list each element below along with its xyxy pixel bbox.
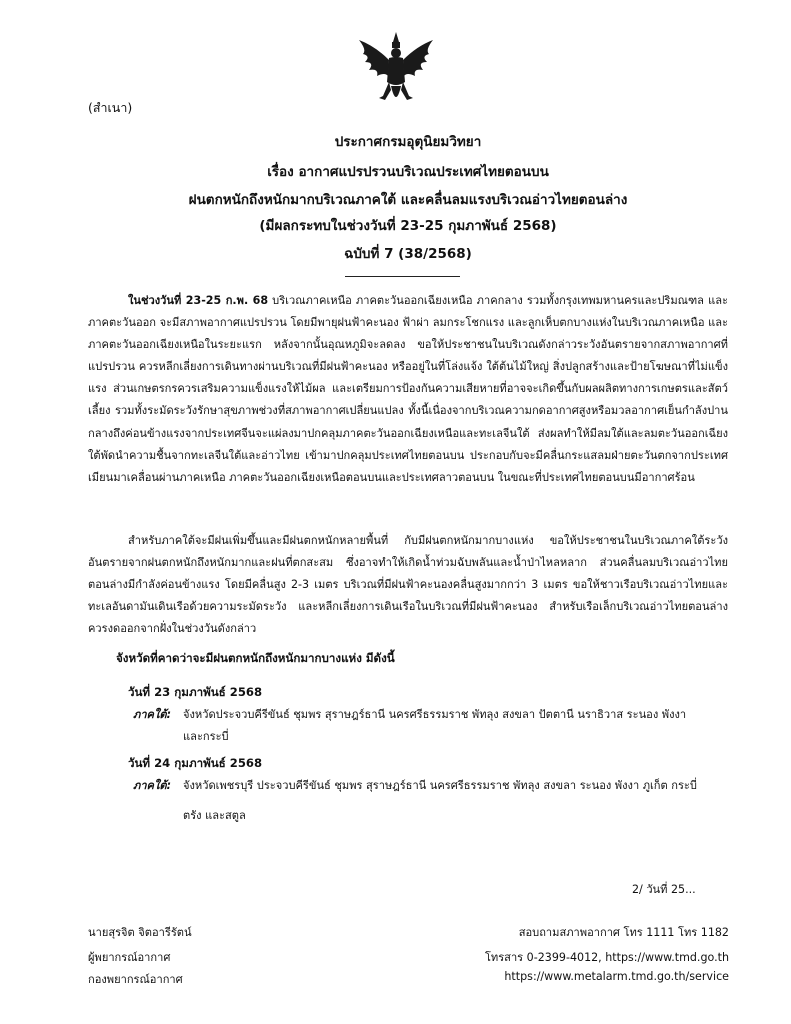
next-page-marker: 2/ วันที่ 25... bbox=[632, 883, 696, 896]
provinces-heading: จังหวัดที่คาดว่าจะมีฝนตกหนักถึงหนักมากบางแห่ง มีดังนี้ bbox=[116, 651, 395, 665]
contact-phone: สอบถามสภาพอากาศ โทร 1111 โทร 1182 bbox=[518, 926, 729, 939]
contact-url: https://www.metalarm.tmd.go.th/service bbox=[504, 970, 729, 983]
signer-role: ผู้พยากรณ์อากาศ bbox=[88, 951, 171, 964]
day-2-heading: วันที่ 24 กุมภาพันธ์ 2568 bbox=[128, 756, 263, 770]
day-2-provinces-cont bbox=[133, 805, 713, 827]
day-1-provinces bbox=[133, 704, 713, 747]
issue-number: ฉบับที่ 7 (38/2568) bbox=[344, 246, 472, 262]
effective-period: (มีผลกระทบในช่วงวันที่ 23-25 กุมภาพันธ์ 2568) bbox=[259, 218, 557, 234]
day-2-line-2: ตรัง และสตูล bbox=[183, 809, 246, 822]
copy-mark: (สำเนา) bbox=[88, 100, 133, 115]
signer-division: กองพยากรณ์อากาศ bbox=[88, 973, 183, 986]
paragraph-1-text: บริเวณภาคเหนือ ภาคตะวันออกเฉียงเหนือ ภาคกลาง รวมทั้งกรุงเทพมหานครและปริมณฑล และภาคตะวันออก จะมีสภาพอากาศแปรปรวน โดยมีพายุฝนฟ้าคะนอง ฟ้าผ่า ลมกระโชกแรง และลูกเห็บตกบางแห่งในบริเวณภาคเหนือ และภาคตะวันออกเฉียงเหนือในระยะแรก หลังจากนั้นอุณหภูมิจะลดลง ขอให้ประชาชนในบริเวณดังกล่าวระวังอันตรายจากสภาพอากาศที่แปรปรวน ควรหลีกเลี่ยงการเดินทางผ่านบริเวณที่มีฝนฟ้าคะนอง หรืออยู่ในที่โล่งแจ้ง ใต้ต้นไม้ใหญ่ สิ่งปลูกสร้างและป้ายโฆษณาที่ไม่แข็งแรง ส่วนเกษตรกรควรเสริมความแข็งแรงให้ไม้ผล และเตรียมการป้องกันความเสียหายที่อาจจะเกิดขึ้นกับผลผลิตทางการเกษตรและสัตว์เลี้ยง รวมทั้งระมัดระวังรักษาสุขภาพช่วงที่สภาพอากาศเปลี่ยนแปลง ทั้งนี้เนื่องจากบริเวณความกดอากาศสูงหรือมวลอากาศเย็นกำลังปานกลางถึงค่อนข้างแรงจากประเทศจีนจะแผ่ลงมาปกคลุมภาคตะวันออกเฉียงเหนือและทะเลจีนใต้ ส่งผลทำให้มีลมใต้และลมตะวันออกเฉียงใต้พัดนำความชื้นจากทะเลจีนใต้และอ่าวไทย เข้ามาปกคลุมประเทศไทยตอนบน ประกอบกับจะมีคลื่นกระแสลมฝ่ายตะวันตกจากประเทศเมียนมาเคลื่อนผ่านภาคเหนือ ภาคตะวันออกเฉียงเหนือตอนบนและประเทศลาวตอนบน ในขณะที่ประเทศไทยตอนบนมีอากาศร้อน bbox=[88, 294, 729, 484]
paragraph-2: สำหรับภาคใต้จะมีฝนเพิ่มขึ้นและมีฝนตกหนักหลายพื้นที่ กับมีฝนตกหนักมากบางแห่ง ขอให้ประชาชนในบริเวณภาคใต้ระวังอันตรายจากฝนตกหนักถึงหนักมากและฝนที่ตกสะสม ซึ่งอาจทำให้เกิดน้ำท่วมฉับพลันและน้ำป่าไหลหลาก ส่วนคลื่นลมบริเวณอ่าวไทยตอนล่างมีกำลังค่อนข้างแรง โดยมีคลื่นสูง 2-3 เมตร บริเวณที่มีฝนฟ้าคะนองคลื่นสูงมากกว่า 3 เมตร ขอให้ชาวเรือบริเวณอ่าวไทยและทะเลอันดามันเดินเรือด้วยความระมัดระวัง และหลีกเลี่ยงการเดินเรือในบริเวณที่มีฝนฟ้าคะนอง สำหรับเรือเล็กบริเวณอ่าวไทยตอนล่างควรงดออกจากฝั่งในช่วงวันดังกล่าว bbox=[88, 534, 728, 636]
paragraph-1-lead: ในช่วงวันที่ 23-25 ก.พ. 68 bbox=[128, 294, 269, 307]
garuda-emblem-icon bbox=[355, 32, 437, 110]
day-1-region-label: ภาคใต้: bbox=[133, 708, 172, 721]
day-2-region-label: ภาคใต้: bbox=[133, 779, 172, 792]
document-title: ประกาศกรมอุตุนิยมวิทยา bbox=[334, 134, 482, 150]
paragraph-1 bbox=[88, 290, 728, 489]
day-1-line-2: และกระบี่ bbox=[183, 729, 229, 743]
day-2-line-1: จังหวัดเพชรบุรี ประจวบคีรีขันธ์ ชุมพร สุราษฎร์ธานี นครศรีธรรมราช พัทลุง สงขลา ระนอง พังงา ภูเก็ต กระบี่ bbox=[183, 779, 697, 792]
day-2-provinces bbox=[133, 775, 713, 797]
document-subject: เรื่อง อากาศแปรปรวนบริเวณประเทศไทยตอนบน bbox=[267, 164, 549, 180]
signer-name: นายสุรจิต จิตอารีรัตน์ bbox=[88, 926, 192, 939]
day-1-line-1: จังหวัดประจวบคีรีขันธ์ ชุมพร สุราษฎร์ธานี นครศรีธรรมราช พัทลุง สงขลา ปัตตานี นราธิวาส ระนอง พังงา bbox=[183, 708, 687, 721]
title-divider bbox=[345, 276, 460, 277]
document-subtitle: ฝนตกหนักถึงหนักมากบริเวณภาคใต้ และคลื่นลมแรงบริเวณอ่าวไทยตอนล่าง bbox=[188, 192, 628, 208]
day-1-heading: วันที่ 23 กุมภาพันธ์ 2568 bbox=[128, 685, 263, 699]
contact-fax: โทรสาร 0-2399-4012, https://www.tmd.go.th bbox=[484, 951, 729, 964]
